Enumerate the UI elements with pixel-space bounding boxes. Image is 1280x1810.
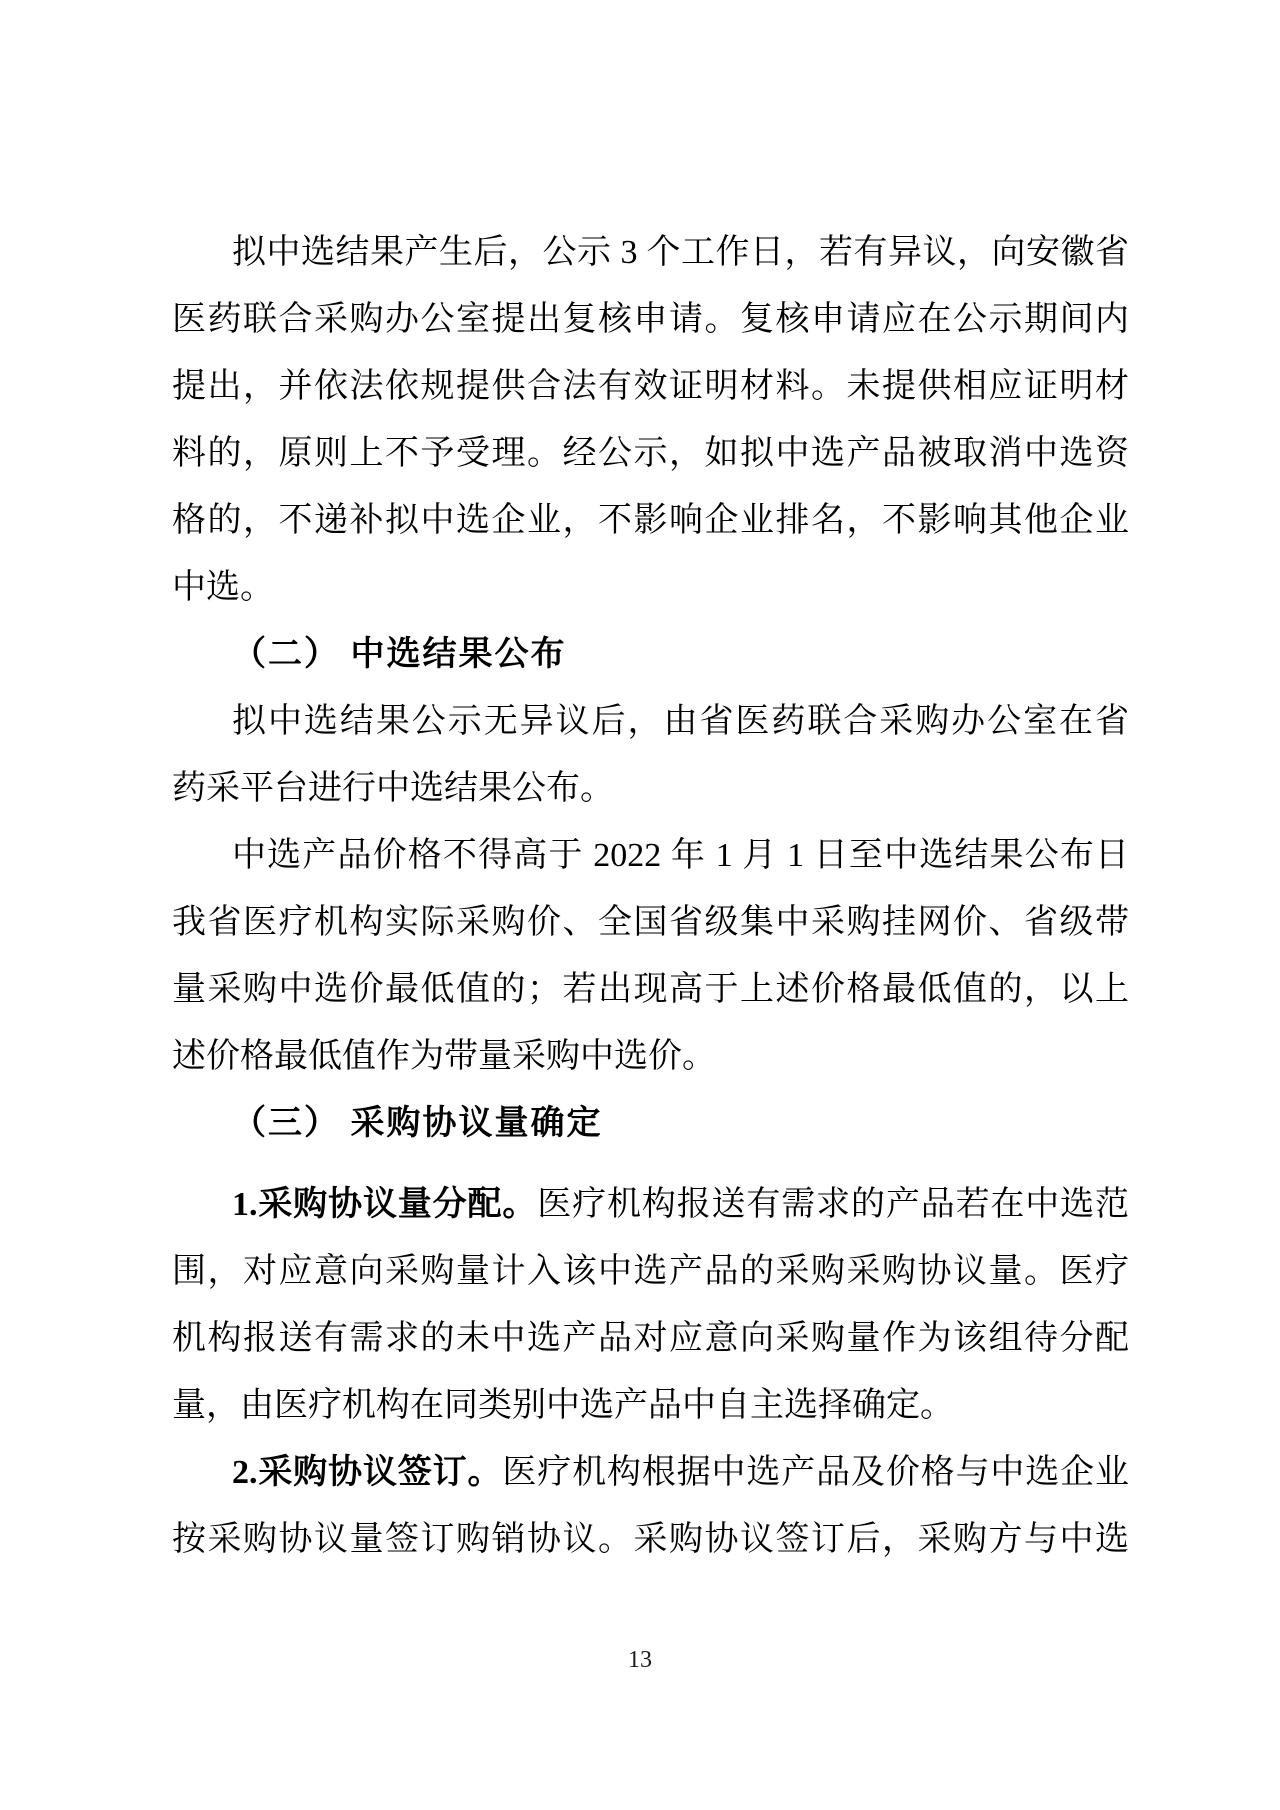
text-line (172, 1439, 1129, 1506)
text-line: 药采平台进行中选结果公布。 (172, 770, 614, 807)
page-number: 13 (628, 1647, 652, 1673)
text-line: 机构报送有需求的未中选产品对应意向采购量作为该组待分配 (172, 1320, 1129, 1357)
line-text: 医疗机构根据中选产品及价格与中选企业 (502, 1454, 1130, 1491)
text-line: 中选产品价格不得高于 2022 年 1 月 1 日至中选结果公布日 (232, 837, 1129, 874)
section-heading (172, 1090, 1129, 1157)
paragraph (172, 219, 1129, 621)
paragraph (172, 688, 1129, 822)
text-line: 格的，不递补拟中选企业，不影响企业排名，不影响其他企业 (172, 502, 1129, 539)
text-line: 围，对应意向采购量计入该中选产品的采购采购协议量。医疗 (172, 1253, 1129, 1290)
section-heading (172, 621, 1129, 688)
line-text: 医疗机构报送有需求的产品若在中选范 (537, 1186, 1130, 1223)
paragraph (172, 822, 1129, 1090)
bold-lead: 2.采购协议签订。 (232, 1454, 503, 1491)
paragraph (172, 1171, 1129, 1439)
bold-lead: 1.采购协议量分配。 (232, 1186, 538, 1223)
text-line: 我省医疗机构实际采购价、全国省级集中采购挂网价、省级带 (172, 904, 1129, 941)
text-line: （二） 中选结果公布 (232, 636, 567, 673)
text-line: （三） 采购协议量确定 (232, 1105, 603, 1142)
text-line: 拟中选结果公示无异议后，由省医药联合采购办公室在省 (232, 703, 1129, 740)
text-line: 拟中选结果产生后，公示 3 个工作日，若有异议，向安徽省 (232, 234, 1129, 271)
text-line: 提出，并依法依规提供合法有效证明材料。未提供相应证明材 (172, 368, 1129, 405)
text-line: 中选。 (172, 569, 274, 606)
text-line: 料的，原则上不予受理。经公示，如拟中选产品被取消中选资 (172, 435, 1129, 472)
page-footer (0, 1645, 1280, 1675)
paragraph (172, 1439, 1129, 1573)
text-line: 述价格最低值作为带量采购中选价。 (172, 1038, 716, 1075)
document-content (172, 219, 1129, 1573)
text-line (172, 1171, 1129, 1238)
text-line: 量，由医疗机构在同类别中选产品中自主选择确定。 (172, 1387, 954, 1424)
text-line: 量采购中选价最低值的；若出现高于上述价格最低值的，以上 (172, 971, 1129, 1008)
text-line: 医药联合采购办公室提出复核申请。复核申请应在公示期间内 (172, 301, 1129, 338)
text-line: 按采购协议量签订购销协议。采购协议签订后，采购方与中选 (172, 1521, 1129, 1558)
